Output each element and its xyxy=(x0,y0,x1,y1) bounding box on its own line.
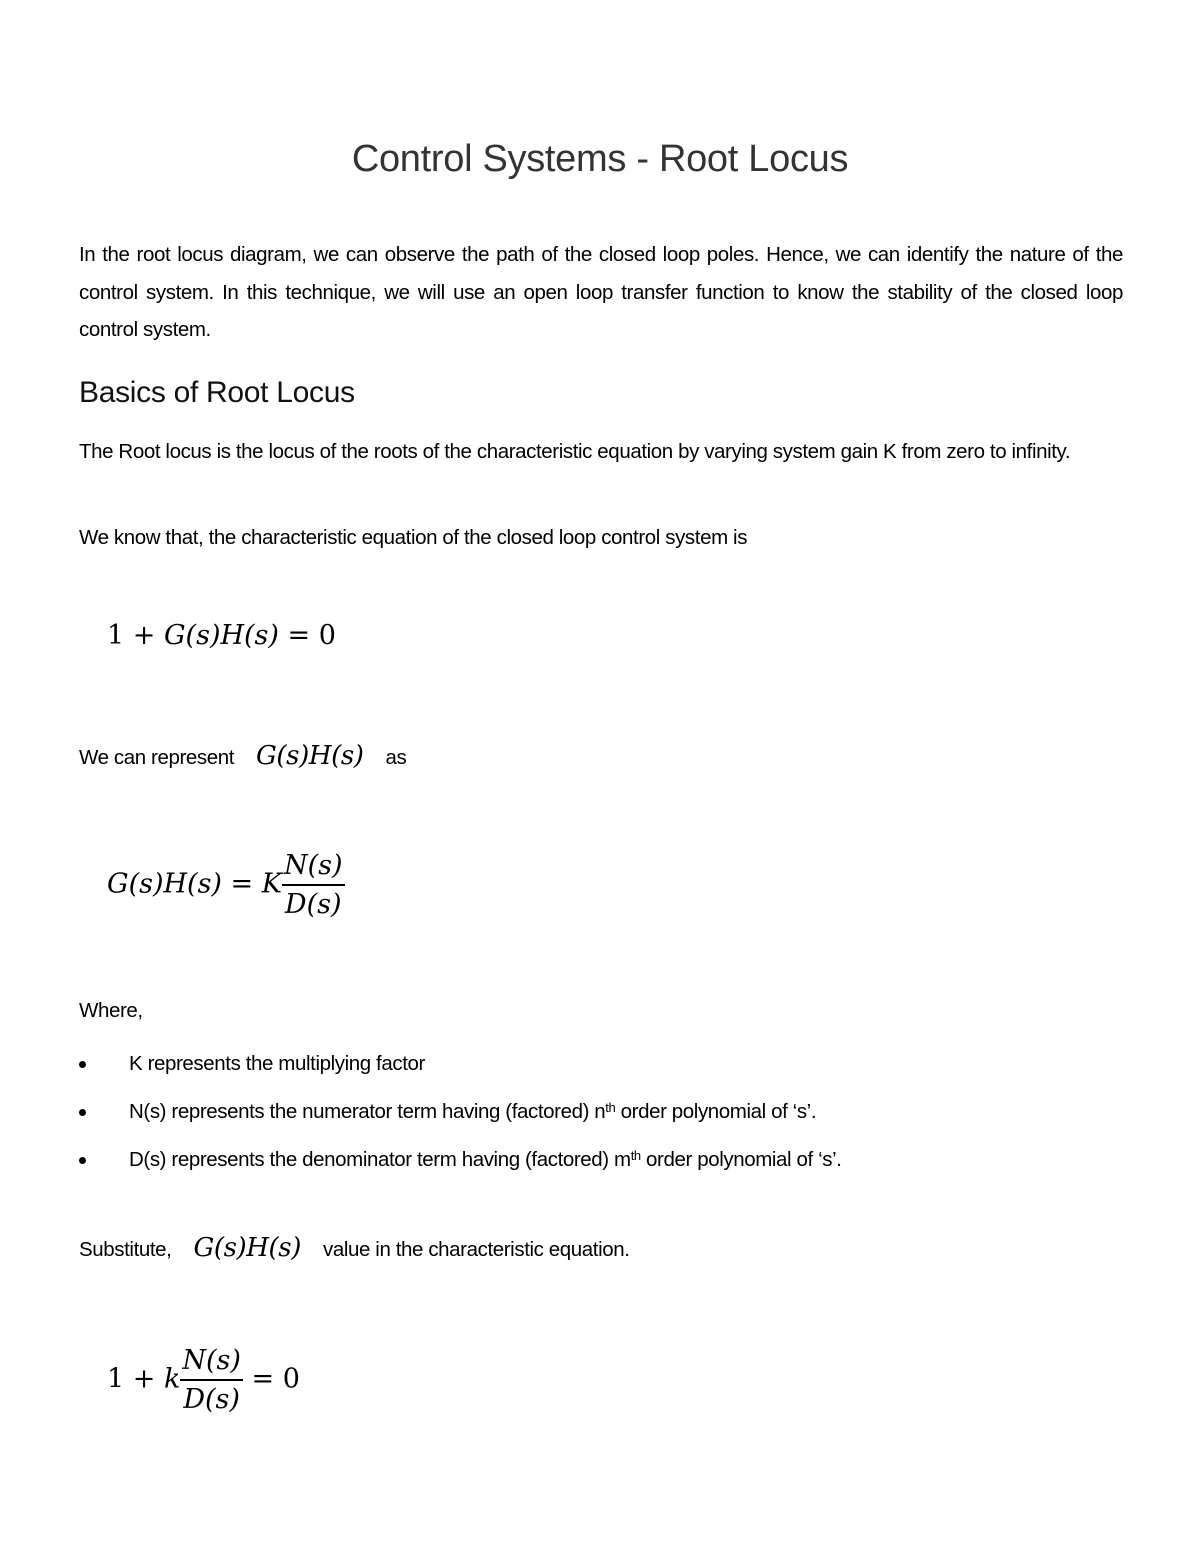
eq1-one: 1 xyxy=(107,620,125,651)
where-label: Where, xyxy=(79,999,143,1022)
bullet-icon xyxy=(79,1061,86,1068)
bullet-icon xyxy=(79,1109,86,1116)
eq2-numerator: N(s) xyxy=(282,850,345,886)
list-item xyxy=(79,1093,842,1141)
eq3-one: 1 xyxy=(107,1363,125,1395)
list-item xyxy=(79,1045,842,1093)
we-know-paragraph: We know that, the characteristic equation of the closed loop control system is xyxy=(79,526,748,549)
bullet-icon xyxy=(79,1157,86,1164)
characteristic-equation xyxy=(107,620,336,651)
eq2-k: K xyxy=(261,868,282,900)
bullet-text: N(s) represents the numerator term having (factored) n xyxy=(129,1100,606,1123)
represent-before: We can represent xyxy=(79,746,235,769)
bullet-superscript: th xyxy=(605,1100,616,1115)
eq2-equals: = xyxy=(221,868,262,900)
eq1-gh: G(s)H(s) xyxy=(163,620,279,651)
bullet-tail: order polynomial of ‘s’. xyxy=(615,1100,817,1123)
represent-after: as xyxy=(385,746,407,769)
bullet-text: K represents the multiplying factor xyxy=(129,1052,425,1075)
page-title: Control Systems - Root Locus xyxy=(351,138,849,180)
eq2-lhs: G(s)H(s) xyxy=(107,868,222,900)
eq1-zero: 0 xyxy=(318,620,336,651)
bullet-superscript: th xyxy=(630,1148,641,1163)
substitute-line xyxy=(79,1233,630,1263)
substituted-equation xyxy=(107,1345,300,1415)
intro-paragraph: In the root locus diagram, we can observe the path of the closed loop poles. Hence, we can identify the nature of the control system. In this technique, we will use an open loop transfer function to know the stability of the closed loop control system. xyxy=(79,243,1123,341)
substitute-after: value in the characteristic equation. xyxy=(322,1238,630,1261)
definition-paragraph: The Root locus is the locus of the roots of the characteristic equation by varying system gain K from zero to infinity. xyxy=(79,440,1071,463)
eq3-numerator: N(s) xyxy=(180,1345,243,1381)
eq3-equals: = xyxy=(242,1363,283,1395)
substitute-math: G(s)H(s) xyxy=(193,1233,301,1263)
eq3-zero: 0 xyxy=(282,1363,300,1395)
eq2-fraction xyxy=(282,850,345,920)
eq3-fraction xyxy=(180,1345,243,1415)
represent-math: G(s)H(s) xyxy=(256,741,364,771)
eq3-plus: + xyxy=(124,1363,164,1395)
substitute-before: Substitute, xyxy=(79,1238,172,1261)
list-item xyxy=(79,1141,842,1189)
bullet-text: D(s) represents the denominator term having (factored) m xyxy=(129,1148,631,1171)
bullet-tail: order polynomial of ‘s’. xyxy=(640,1148,842,1171)
eq2-denominator: D(s) xyxy=(284,889,342,920)
section-heading: Basics of Root Locus xyxy=(79,376,355,409)
definitions-list xyxy=(79,1045,842,1189)
eq1-plus: + xyxy=(124,620,164,651)
eq1-equals: = xyxy=(278,620,319,651)
transfer-function-equation xyxy=(107,850,345,920)
eq3-k: k xyxy=(163,1363,181,1395)
represent-line xyxy=(79,741,406,771)
eq3-denominator: D(s) xyxy=(183,1384,240,1415)
